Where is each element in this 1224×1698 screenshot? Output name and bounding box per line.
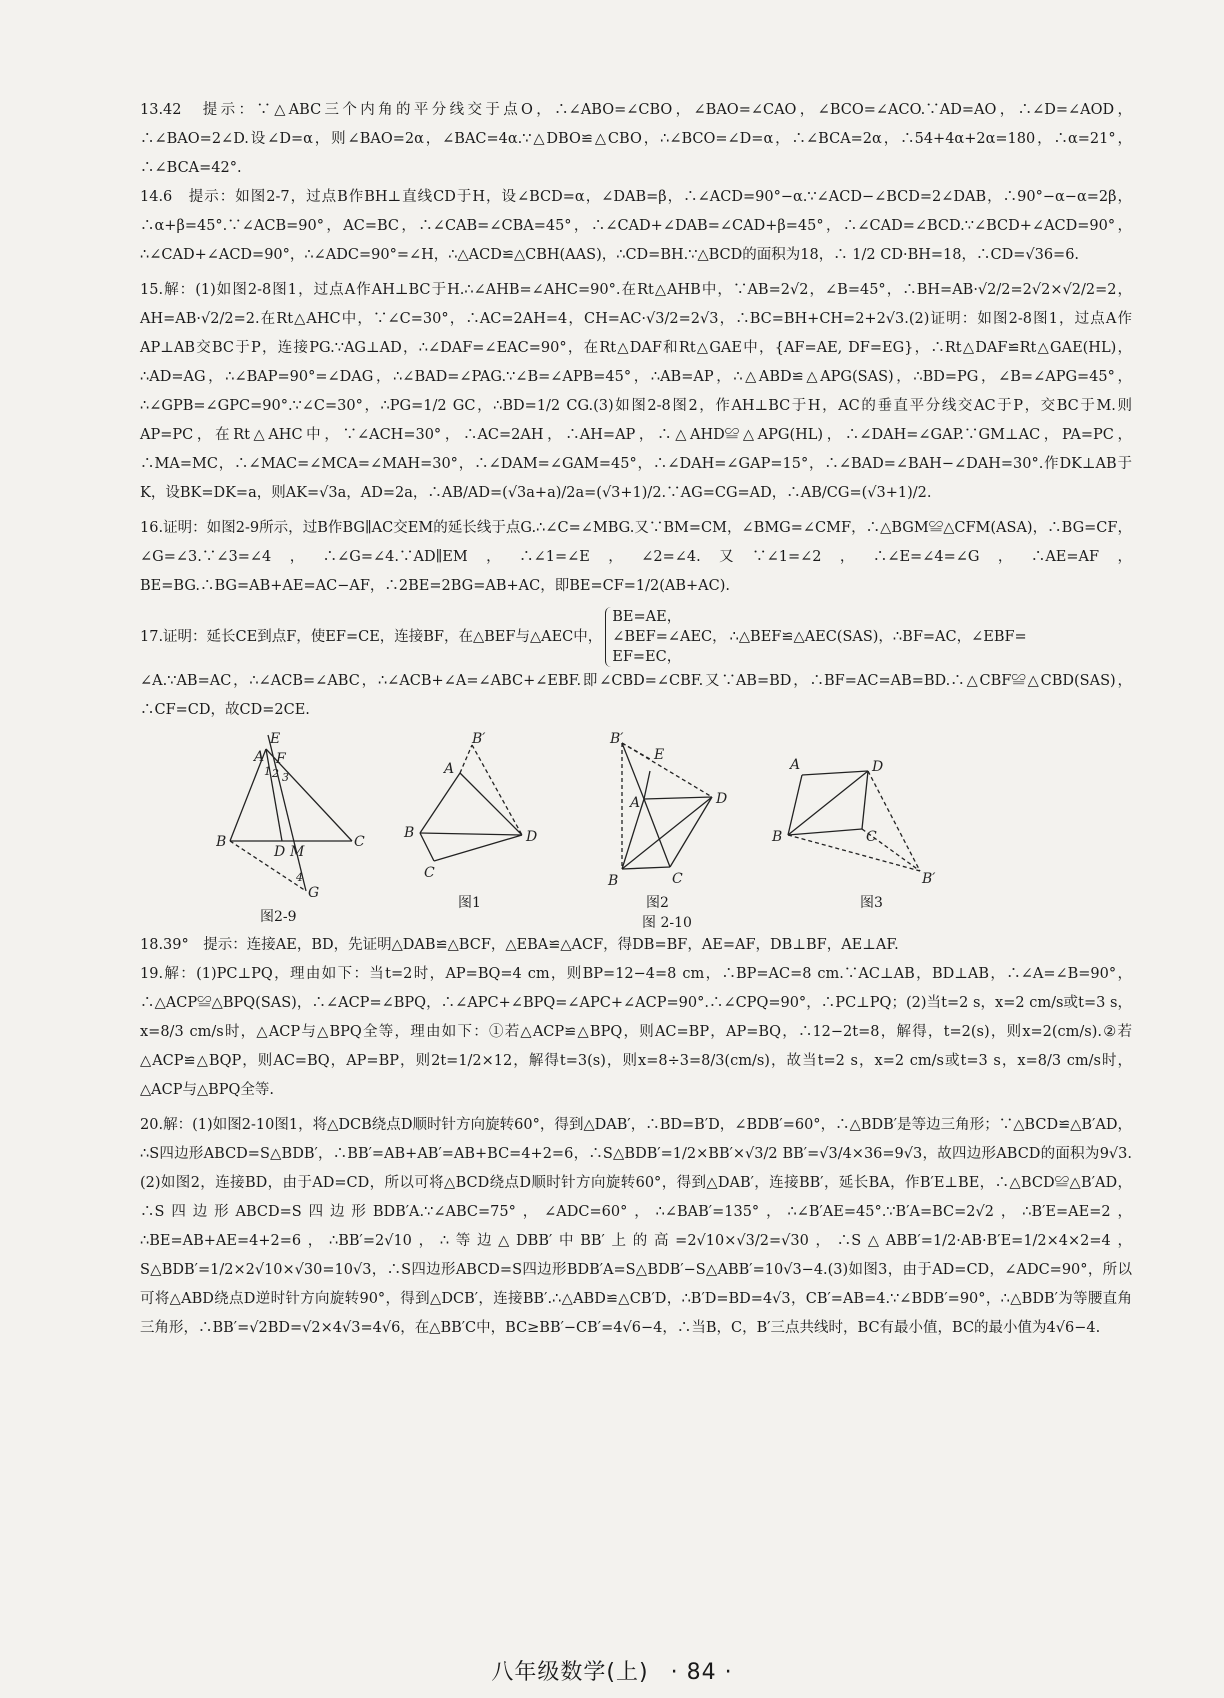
fig29-label-e: E (270, 731, 281, 747)
figure-2-10-3 (766, 731, 966, 911)
fig29-angle-1: 1 (264, 765, 271, 778)
figure-3-caption: 图3 (860, 895, 883, 911)
fig29-label-b: B (216, 834, 227, 850)
figure-3-diagram (766, 731, 966, 891)
fig29-label-f: F (276, 751, 286, 767)
figure-2-9-caption: 图2-9 (260, 909, 297, 925)
answer-17-continued: ∠A.∵AB=AC，∴∠ACB=∠ABC，∴∠ACB+∠A=∠ABC+∠EBF.即∠CBD=∠CBF.又∵AB=BD，∴BF=AC=AB=BD.∴△CBF≌△CBD(SAS)，∴CF=CD，故CD=2CE. (140, 673, 1132, 718)
fig29-label-a: A (254, 749, 265, 765)
figure-2-10-caption: 图 2-10 (642, 915, 692, 931)
answer-16: 16.证明：如图2-9所示，过B作BG∥AC交EM的延长线于点G.∴∠C=∠MBG.又∵BM=CM，∠BMG=∠CMF，∴△BGM≌△CFM(ASA)，∴BG=CF，∠G=∠3.∵∠3=∠4，∴∠G=∠4.∵AD∥EM，∴∠1=∠E，∠2=∠4.又∵∠1=∠2，∴∠E=∠4=∠G，∴AE=AF，BE=BG.∴BG=AB+AE=AC−AF，∴2BE=2BG=AB+AC，即BE=CF=1/2(AB+AC). (140, 520, 1132, 594)
answer-content (140, 96, 1132, 1343)
figure-row (140, 731, 1132, 931)
condition-2: ∠BEF=∠AEC， (612, 629, 727, 645)
answer-17 (140, 607, 1132, 667)
answer-14: 14.6 提示：如图2-7，过点B作BH⊥直线CD于H，设∠BCD=α，∠DAB=β，∴∠ACD=90°−α.∵∠ACD−∠BCD=2∠DAB，∴90°−α−α=2β，∴α+β=45°.∵∠ACB=90°，AC=BC，∴∠CAB=∠CBA=45°，∴∠CAD+∠DAB=∠CAD+β=45°，∴∠CAD=∠BCD.∵∠BCD+∠ACD=90°，∴∠CAD+∠ACD=90°，∴∠ADC=90°=∠H，∴△ACD≌△CBH(AAS)，∴CD=BH.∵△BCD的面积为18，∴ 1/2 CD·BH=18，∴CD=√36=6. (140, 189, 1132, 263)
fig2-label-d: D (716, 791, 728, 807)
figure-2-10-1 (402, 731, 552, 911)
figure-2-10-2 (602, 731, 752, 911)
fig3-label-c: C (866, 829, 877, 845)
fig3-label-b-prime: B′ (922, 871, 936, 887)
figure-2-9-diagram (216, 731, 366, 901)
fig2-label-b: B (608, 873, 619, 889)
fig3-label-b: B (772, 829, 783, 845)
answer-20: 20.解：(1)如图2-10图1，将△DCB绕点D顺时针方向旋转60°，得到△DAB′，∴BD=B′D，∠BDB′=60°，∴△BDB′是等边三角形；∵△BCD≌△B′AD，∴S四边形ABCD=S△BDB′，∴BB′=AB+AB′=AB+BC=4+2=6，∴S△BDB′=1/2×BB′×√3/2 BB′=√3/4×36=9√3，故四边形ABCD的面积为9√3.(2)如图2，连接BD，由于AD=CD，所以可将△BCD绕点D顺时针方向旋转60°，得到△DAB′，连接BB′，延长BA，作B′E⊥BE，∴△BCD≌△B′AD，∴S四边形ABCD=S四边形BDB′A.∵∠ABC=75°，∠ADC=60°，∴∠BAB′=135°，∴∠B′AE=45°.∵B′A=BC=2√2，∴B′E=AE=2，∴BE=AB+AE=4+2=6，∴BB′=2√10，∴等边△DBB′中BB′上的高=2√10×√3/2=√30，∴S△ABB′=1/2·AB·B′E=1/2×4×2=4，S△BDB′=1/2×2√10×√30=10√3，∴S四边形ABCD=S四边形BDB′A=S△BDB′−S△ABB′=10√3−4.(3)如图3，由于AD=CD，∠ADC=90°，所以可将△ABD绕点D逆时针方向旋转90°，得到△DCB′，连接BB′.∴△ABD≌△CB′D，∴B′D=BD=4√3，CB′=AB=4.∵∠BDB′=90°，∴△BDB′为等腰直角三角形，∴BB′=√2BD=√2×4√3=4√6，在△BB′C中，BC≥BB′−CB′=4√6−4，∴当B，C，B′三点共线时，BC有最小值，BC的最小值为4√6−4. (140, 1117, 1132, 1336)
fig29-label-m: M (290, 844, 305, 860)
fig29-angle-2: 2 (272, 767, 279, 780)
fig29-label-g: G (308, 885, 320, 901)
fig29-label-c: C (354, 834, 365, 850)
condition-1: BE=AE， (612, 609, 682, 625)
figure-2-9 (216, 731, 366, 925)
condition-3: EF=EC， (612, 649, 682, 665)
fig1-label-d: D (526, 829, 538, 845)
fig2-label-c: C (672, 871, 683, 887)
fig2-label-a: A (630, 795, 641, 811)
fig3-label-d: D (872, 759, 884, 775)
fig29-label-d: D (274, 844, 286, 860)
figure-2-diagram (602, 731, 752, 891)
fig1-label-c: C (424, 865, 435, 881)
answer-19: 19.解：(1)PC⊥PQ，理由如下：当t=2时，AP=BQ=4 cm，则BP=12−4=8 cm，∴BP=AC=8 cm.∵AC⊥AB，BD⊥AB，∴∠A=∠B=90°，∴△ACP≌△BPQ(SAS)，∴∠ACP=∠BPQ，∴∠APC+∠BPQ=∠APC+∠ACP=90°.∴∠CPQ=90°，∴PC⊥PQ；(2)当t=2 s，x=2 cm/s或t=3 s，x=8/3 cm/s时，△ACP与△BPQ全等，理由如下：①若△ACP≌△BPQ，则AC=BP，AP=BQ，∴12−2t=8，解得，t=2(s)，则x=2(cm/s).②若△ACP≌△BQP，则AC=BQ，AP=BP，则2t=1/2×12，解得t=3(s)，则x=8÷3=8/3(cm/s)，故当t=2 s，x=2 cm/s或t=3 s，x=8/3 cm/s时，△ACP与△BPQ全等. (140, 966, 1132, 1098)
answer-17-part-b: ∴△BEF≌△AEC(SAS)，∴BF=AC，∠EBF= (729, 629, 1027, 645)
fig29-angle-3: 3 (282, 771, 289, 784)
figure-1-diagram (402, 731, 552, 891)
answer-13: 13.42 提示：∵△ABC三个内角的平分线交于点O，∴∠ABO=∠CBO，∠BAO=∠CAO，∠BCO=∠ACO.∵AD=AO，∴∠D=∠AOD，∴∠BAO=2∠D.设∠D=α，则∠BAO=2α，∠BAC=4α.∵△DBO≌△CBO，∴∠BCO=∠D=α，∴∠BCA=2α，∴54+4α+2α=180，∴α=21°，∴∠BCA=42°. (140, 102, 1132, 176)
figure-1-caption: 图1 (458, 895, 481, 911)
page-number: · 84 · (670, 1660, 733, 1685)
fig3-label-a: A (790, 757, 801, 773)
book-title: 八年级数学(上) (491, 1660, 649, 1685)
condition-system (605, 607, 726, 667)
fig29-angle-4: 4 (296, 871, 303, 884)
figure-2-caption: 图2 (646, 895, 669, 911)
fig1-label-b: B (404, 825, 415, 841)
answer-17-part-a: 17.证明：延长CE到点F，使EF=CE，连接BF，在△BEF与△AEC中， (140, 629, 603, 645)
page-footer (0, 1655, 1224, 1686)
answer-18: 18.39° 提示：连接AE，BD，先证明△DAB≌△BCF，△EBA≌△ACF，得DB=BF，AE=AF，DB⊥BF，AE⊥AF. (140, 937, 899, 953)
answer-15: 15.解：(1)如图2-8图1，过点A作AH⊥BC于H.∴∠AHB=∠AHC=90°.在Rt△AHB中，∵AB=2√2，∠B=45°，∴BH=AB·√2/2=2√2×√2/2=2，AH=AB·√2/2=2.在Rt△AHC中，∵∠C=30°，∴AC=2AH=4，CH=AC·√3/2=2√3，∴BC=BH+CH=2+2√3.(2)证明：如图2-8图1，过点A作AP⊥AB交BC于P，连接PG.∵AG⊥AD，∴∠DAF=∠EAC=90°，在Rt△DAF和Rt△GAE中，{AF=AE, DF=EG}，∴Rt△DAF≌Rt△GAE(HL)，∴AD=AG，∴∠BAP=90°=∠DAG，∴∠BAD=∠PAG.∵∠B=∠APB=45°，∴AB=AP，∴△ABD≌△APG(SAS)，∴BD=PG，∠B=∠APG=45°，∴∠GPB=∠GPC=90°.∵∠C=30°，∴PG=1/2 GC，∴BD=1/2 CG.(3)如图2-8图2，作AH⊥BC于H，AC的垂直平分线交AC于P，交BC于M.则AP=PC，在Rt△AHC中，∵∠ACH=30°，∴AC=2AH，∴AH=AP，∴△AHD≌△APG(HL)，∴∠DAH=∠GAP.∵GM⊥AC，PA=PC，∴MA=MC，∴∠MAC=∠MCA=∠MAH=30°，∴∠DAM=∠GAM=45°，∴∠DAH=∠GAP=15°，∴∠BAD=∠BAH−∠DAH=30°.作DK⊥AB于K，设BK=DK=a，则AK=√3a，AD=2a，∴AB/AD=(√3a+a)/2a=(√3+1)/2.∵AG=CG=AD，∴AB/CG=(√3+1)/2. (140, 282, 1132, 501)
fig1-label-b-prime: B′ (472, 731, 486, 747)
fig2-label-e: E (654, 747, 665, 763)
fig2-label-b-prime: B′ (610, 731, 624, 747)
fig1-label-a: A (444, 761, 455, 777)
